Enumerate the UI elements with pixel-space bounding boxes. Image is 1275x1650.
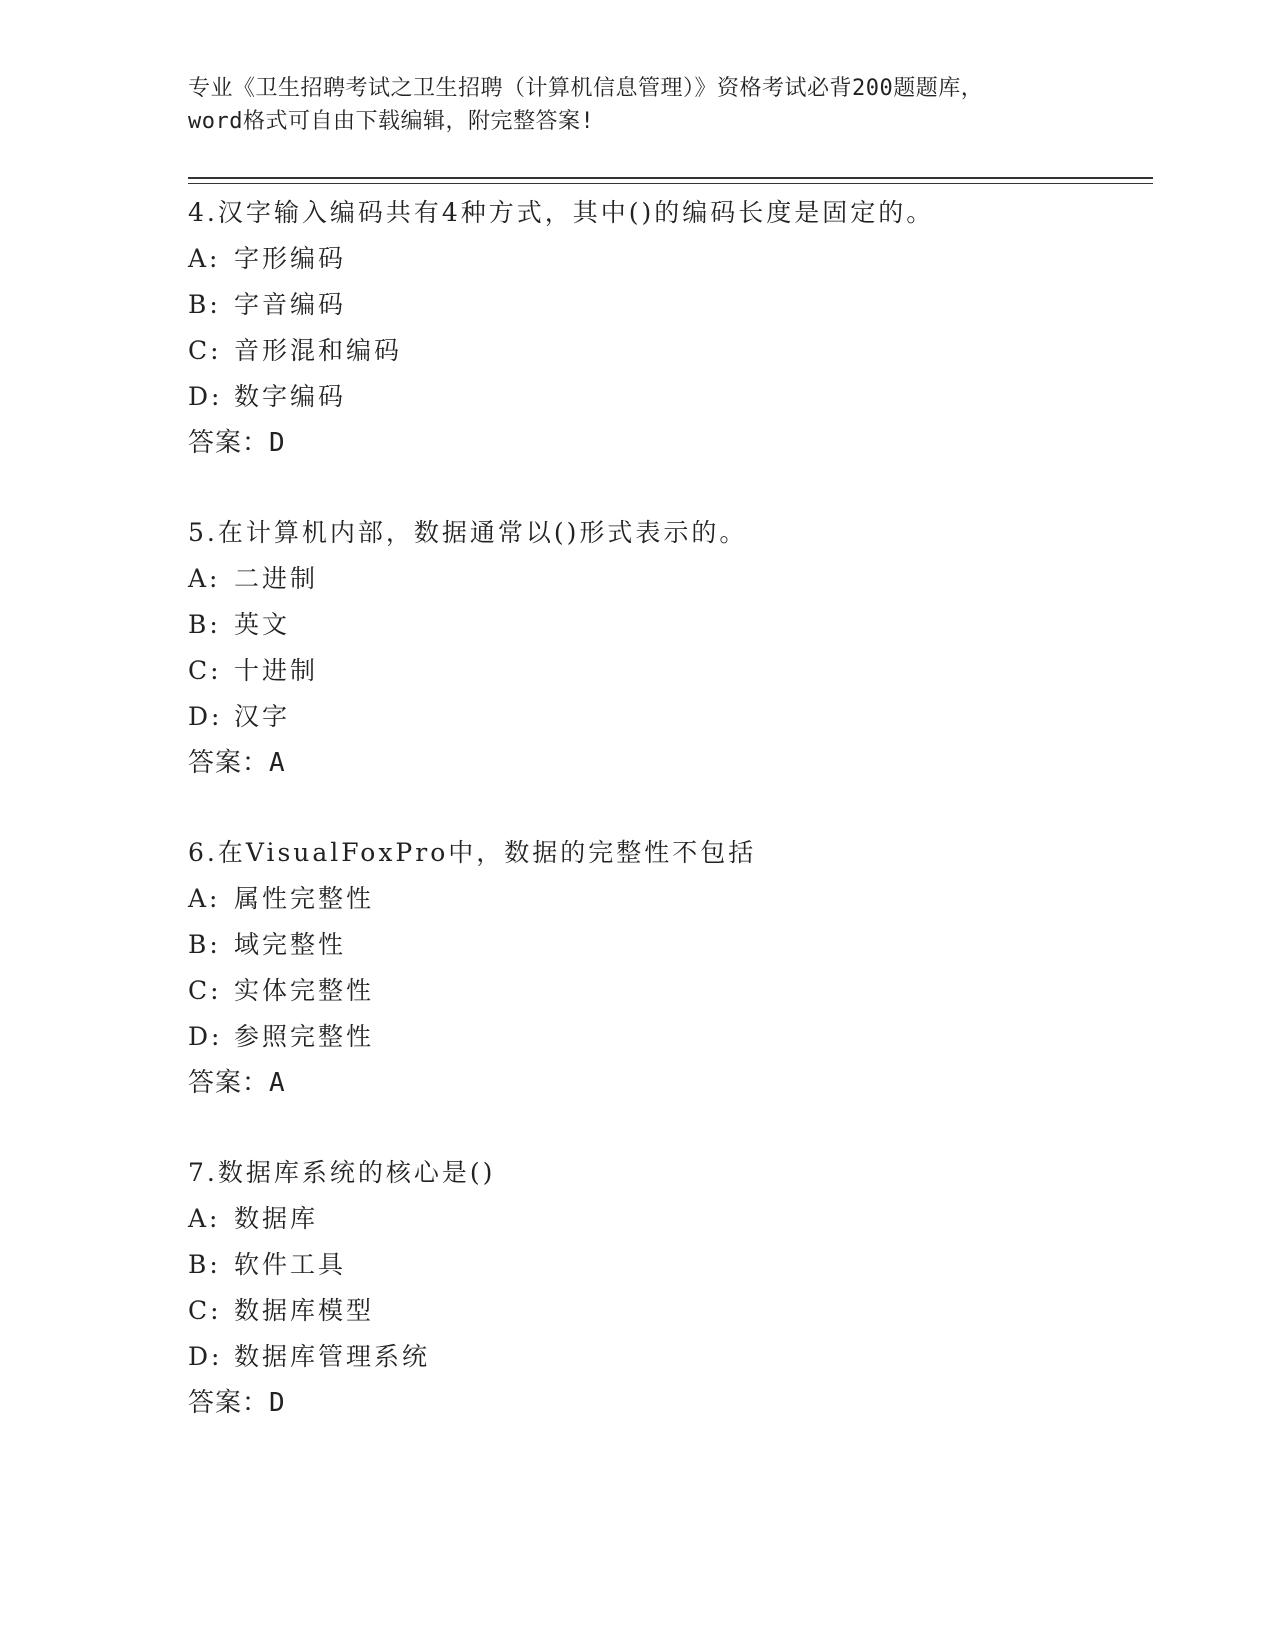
question-stem: 7.数据库系统的核心是() [188,1158,496,1187]
option-text: 参照完整性 [234,1022,375,1051]
option-text: 软件工具 [234,1250,347,1279]
answer-label: 答案：A [188,1068,286,1098]
option-c [188,1288,1148,1334]
option-text: 音形混和编码 [234,336,403,365]
option-text: 二进制 [234,564,319,593]
option-text: 数字编码 [234,382,347,411]
question-stem: 4.汉字输入编码共有4种方式，其中()的编码长度是固定的。 [188,198,935,227]
option-text: 十进制 [234,656,319,685]
option-letter: C: [188,1296,222,1325]
option-a [188,1196,1148,1242]
option-d [188,1014,1148,1060]
option-d [188,694,1148,740]
option-letter: D: [188,1022,223,1051]
option-text: 域完整性 [234,930,347,959]
answer-label: 答案：D [188,1388,286,1418]
option-a [188,876,1148,922]
question-7 [188,1150,1148,1426]
option-b [188,1242,1148,1288]
option-letter: D: [188,382,223,411]
header-title-line-2: word格式可自由下载编辑，附完整答案! [188,109,595,134]
header-divider [188,177,1153,179]
option-text: 数据库 [234,1204,319,1233]
option-letter: C: [188,336,222,365]
question-stem: 5.在计算机内部，数据通常以()形式表示的。 [188,518,748,547]
option-a [188,556,1148,602]
option-letter: A: [188,564,221,593]
option-text: 数据库管理系统 [234,1342,431,1371]
option-letter: C: [188,976,222,1005]
option-text: 实体完整性 [234,976,375,1005]
option-letter: D: [188,702,223,731]
option-text: 英文 [234,610,291,639]
option-text: 属性完整性 [234,884,375,913]
option-a [188,236,1148,282]
answer-label: 答案：A [188,748,286,778]
option-text: 字音编码 [234,290,347,319]
option-c [188,328,1148,374]
document-header [188,72,1088,138]
option-letter: A: [188,244,221,273]
header-divider-thin [188,183,1153,184]
option-text: 汉字 [234,702,291,731]
option-letter: B: [188,290,221,319]
option-c [188,968,1148,1014]
option-letter: C: [188,656,222,685]
option-letter: B: [188,930,221,959]
header-title-line-1: 专业《卫生招聘考试之卫生招聘（计算机信息管理）》资格考试必背200题题库， [188,76,984,101]
option-d [188,374,1148,420]
option-letter: A: [188,1204,221,1233]
option-b [188,922,1148,968]
option-c [188,648,1148,694]
question-stem: 6.在VisualFoxPro中，数据的完整性不包括 [188,838,757,867]
option-d [188,1334,1148,1380]
option-letter: B: [188,610,221,639]
question-6 [188,830,1148,1106]
question-4 [188,190,1148,466]
option-text: 数据库模型 [234,1296,375,1325]
option-letter: B: [188,1250,221,1279]
question-list [188,190,1148,1470]
option-letter: A: [188,884,221,913]
option-letter: D: [188,1342,223,1371]
option-b [188,282,1148,328]
question-5 [188,510,1148,786]
option-b [188,602,1148,648]
answer-label: 答案：D [188,428,286,458]
option-text: 字形编码 [234,244,347,273]
